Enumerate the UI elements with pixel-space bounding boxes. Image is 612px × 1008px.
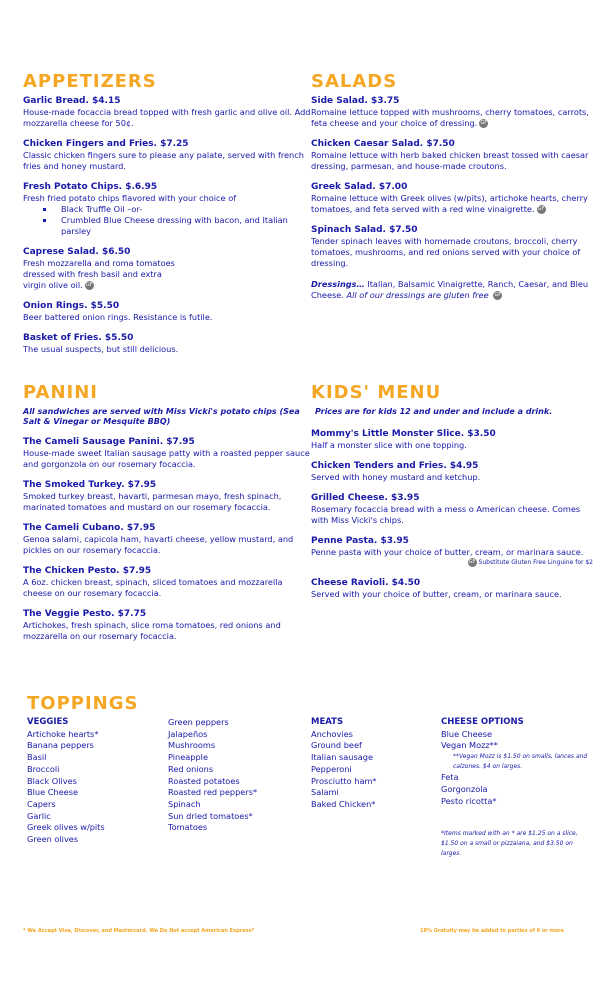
veggies-heading: VEGGIES: [27, 717, 69, 727]
item-name: Basket of Fries. $5.50: [23, 333, 134, 343]
topping-item: Roasted potatoes: [168, 775, 240, 786]
topping-item: Garlic: [27, 810, 51, 821]
topping-item: Broccoli: [27, 763, 60, 774]
topping-item: Pineapple: [168, 752, 208, 763]
item-name: Chicken Fingers and Fries. $7.25: [23, 139, 189, 149]
item-name: Spinach Salad. $7.50: [311, 225, 418, 235]
menu-item: [23, 480, 313, 513]
topping-item: Blue Cheese: [441, 728, 493, 739]
bullet-list: [23, 204, 313, 237]
topping-item: Jalapeños: [168, 728, 208, 739]
topping-item: Pesto ricotta*: [441, 795, 497, 806]
menu-item: [23, 437, 313, 470]
item-name: The Cameli Sausage Panini. $7.95: [23, 437, 195, 447]
item-desc: Genoa salami, capicola ham, havarti cheese, yellow mustard, and pickles on our rosemary focaccia.: [23, 534, 294, 555]
appetizers-section: [23, 72, 313, 365]
dressings-note: [311, 279, 593, 301]
item-desc: The usual suspects, but still delicious.: [23, 344, 179, 354]
item-desc: Smoked turkey breast, havarti, parmesan mayo, fresh spinach, marinated tomatoes and mustard on our rosemary focaccia.: [23, 491, 282, 512]
cheese-column: [441, 717, 591, 859]
menu-item: [23, 96, 313, 129]
topping-item: Mushrooms: [168, 740, 216, 751]
item-name: Grilled Cheese. $3.95: [311, 493, 420, 503]
veggies-list-2: [168, 717, 303, 834]
footer-payment-note: * We Accept Visa, Discover, and Mastercard. We Do Not accept American Express*: [23, 928, 255, 934]
cheese-list-2: [441, 772, 591, 807]
meats-heading: MEATS: [311, 717, 344, 727]
item-desc: Served with honey mustard and ketchup.: [311, 472, 481, 482]
gluten-free-substitute-note: Substitute Gluten Free Linguine for $2: [478, 559, 593, 566]
topping-item: Vegan Mozz**: [441, 740, 498, 751]
item-desc: Beer battered onion rings. Resistance is futile.: [23, 312, 213, 322]
menu-item: [311, 139, 593, 172]
item-desc: Romaine lettuce with Greek olives (w/pits), artichoke hearts, cherry tomatoes, and feta served with a red wine vinaigrette.: [311, 193, 588, 214]
item-name: The Smoked Turkey. $7.95: [23, 480, 157, 490]
dressings-list: Italian, Balsamic Vinaigrette, Ranch, Caesar, and Bleu Cheese.: [311, 279, 589, 300]
topping-item: Banana peppers: [27, 740, 94, 751]
item-name: Fresh Potato Chips. $.6.95: [23, 182, 158, 192]
item-desc: House-made sweet Italian sausage patty with a roasted pepper sauce and gorgonzola on our rosemary focaccia.: [23, 448, 310, 469]
menu-item: [311, 96, 593, 129]
topping-item: Italian sausage: [311, 752, 373, 763]
panini-section: [23, 383, 313, 652]
menu-item: [311, 536, 593, 568]
topping-item: Basil: [27, 752, 47, 763]
kids-note: Prices are for kids 12 and under and include a drink.: [315, 407, 553, 416]
menu-item: [23, 247, 313, 291]
gluten-free-icon: GF: [480, 120, 488, 126]
veggies-list-1: [27, 729, 162, 846]
topping-item: Artichoke hearts*: [27, 728, 99, 739]
dressings-label: Dressings…: [311, 279, 365, 289]
topping-item: Baked Chicken*: [311, 798, 376, 809]
topping-item: Prosciutto ham*: [311, 775, 377, 786]
topping-item: Gorgonzola: [441, 783, 488, 794]
gluten-free-icon: GF: [537, 206, 545, 212]
item-name: Mommy's Little Monster Slice. $3.50: [311, 429, 496, 439]
menu-item: [311, 493, 593, 526]
menu-item: [311, 461, 593, 483]
item-name: Caprese Salad. $6.50: [23, 247, 131, 257]
item-name: The Chicken Pesto. $7.95: [23, 566, 152, 576]
item-desc: A 6oz. chicken breast, spinach, sliced tomatoes and mozzarella cheese on our rosemary focaccia.: [23, 577, 283, 598]
topping-item: Greek olives w/pits: [27, 822, 105, 833]
menu-item: [23, 566, 313, 599]
menu-item: [23, 609, 313, 642]
toppings-title: TOPPINGS: [27, 693, 139, 714]
item-desc: Romaine lettuce topped with mushrooms, cherry tomatoes, carrots, feta cheese and your choice of dressing.: [311, 107, 589, 128]
item-name: Garlic Bread. $4.15: [23, 96, 121, 106]
topping-item: Feta: [441, 772, 459, 783]
menu-item: [311, 578, 593, 600]
topping-item: Salami: [311, 787, 339, 798]
veggies-column-2: [168, 717, 303, 834]
item-name: Greek Salad. $7.00: [311, 182, 408, 192]
bullet-item: ▪ Black Truffle Oil –or-: [55, 204, 313, 215]
item-name: Chicken Tenders and Fries. $4.95: [311, 461, 479, 471]
item-desc: Classic chicken fingers sure to please any palate, served with french fries and honey mustard.: [23, 150, 304, 171]
item-name: Side Salad. $3.75: [311, 96, 400, 106]
menu-item: [23, 182, 313, 237]
item-desc: Artichokes, fresh spinach, slice roma tomatoes, red onions and mozzarella on our rosemary focaccia.: [23, 620, 281, 641]
gluten-free-icon: GF: [85, 282, 93, 288]
topping-item: Anchovies: [311, 728, 353, 739]
salads-title: SALADS: [311, 71, 398, 92]
item-name: Penne Pasta. $3.95: [311, 536, 409, 546]
topping-item: Ground beef: [311, 740, 362, 751]
menu-item: [23, 333, 313, 355]
dressings-gf-note: All of our dressings are gluten free: [346, 290, 489, 300]
item-name: The Cameli Cubano. $7.95: [23, 523, 156, 533]
topping-item: Tomatoes: [168, 822, 208, 833]
topping-item: Green peppers: [168, 717, 229, 727]
item-desc: Half a monster slice with one topping.: [311, 440, 467, 450]
topping-item: Black Olives: [27, 775, 77, 786]
veggies-column-1: [27, 717, 162, 846]
item-desc: Penne pasta with your choice of butter, cream, or marinara sauce.: [311, 547, 584, 557]
gluten-free-icon: GF: [468, 559, 476, 565]
item-name: Cheese Ravioli. $4.50: [311, 578, 421, 588]
item-desc: Romaine lettuce with herb baked chicken breast tossed with caesar dressing, parmesan, and house-made croutons.: [311, 150, 589, 171]
topping-item: Capers: [27, 798, 56, 809]
menu-item: [311, 429, 593, 451]
gluten-free-icon: GF: [494, 292, 502, 298]
bullet-item: ▪ Crumbled Blue Cheese dressing with bacon, and Italian parsley: [55, 215, 313, 237]
menu-item: [23, 301, 313, 323]
item-desc: Tender spinach leaves with homemade croutons, broccoli, cherry tomatoes, mushrooms, and red onions served with your choice of dressing.: [311, 236, 581, 268]
vegan-mozz-note: **Vegan Mozz is $1.50 on smalls, lances and calzones. $4 on larges.: [453, 753, 588, 771]
meats-column: [311, 717, 431, 811]
topping-item: Pepperoni: [311, 763, 352, 774]
item-desc: Served with your choice of butter, cream, or marinara sauce.: [311, 589, 562, 599]
panini-title: PANINI: [23, 382, 98, 403]
menu-item: [311, 225, 593, 269]
item-name: The Veggie Pesto. $7.75: [23, 609, 147, 619]
menu-item: [311, 182, 593, 215]
kids-menu-title: KIDS' MENU: [311, 382, 442, 403]
topping-item: Green olives: [27, 834, 79, 845]
panini-note: All sandwiches are served with Miss Vicki's potato chips (Sea Salt & Vinegar or Mesquite BBQ): [23, 407, 300, 426]
item-desc: Rosemary focaccia bread with a mess o American cheese. Comes with Miss Vicki's chips.: [311, 504, 581, 525]
item-desc: Fresh mozzarella and roma tomatoes dressed with fresh basil and extra virgin olive oil.: [23, 258, 175, 290]
topping-item: Blue Cheese: [27, 787, 79, 798]
appetizers-title: APPETIZERS: [23, 71, 157, 92]
kids-menu-section: [311, 383, 593, 610]
meats-list: [311, 729, 431, 811]
topping-item: Sun dried tomatoes*: [168, 810, 253, 821]
item-name: Chicken Caesar Salad. $7.50: [311, 139, 455, 149]
cheese-list-1: [441, 729, 591, 752]
topping-item: Roasted red peppers*: [168, 787, 258, 798]
topping-item: Red onions: [168, 763, 214, 774]
salads-section: [311, 72, 593, 311]
item-desc: House-made focaccia bread topped with fresh garlic and olive oil. Add mozzarella cheese for 50¢.: [23, 107, 311, 128]
premium-topping-note: *Items marked with an * are $1.25 on a slice, $1.50 on a small or pizzaiana, and $3.50 on larges.: [441, 830, 578, 858]
cheese-heading: CHEESE OPTIONS: [441, 717, 524, 727]
footer-gratuity-note: 18% Gratuity may be added to parties of 6 or more: [420, 928, 565, 934]
item-name: Onion Rings. $5.50: [23, 301, 120, 311]
item-desc: Fresh fried potato chips flavored with your choice of: [23, 193, 237, 203]
topping-item: Spinach: [168, 798, 201, 809]
menu-item: [23, 139, 313, 172]
menu-item: [23, 523, 313, 556]
